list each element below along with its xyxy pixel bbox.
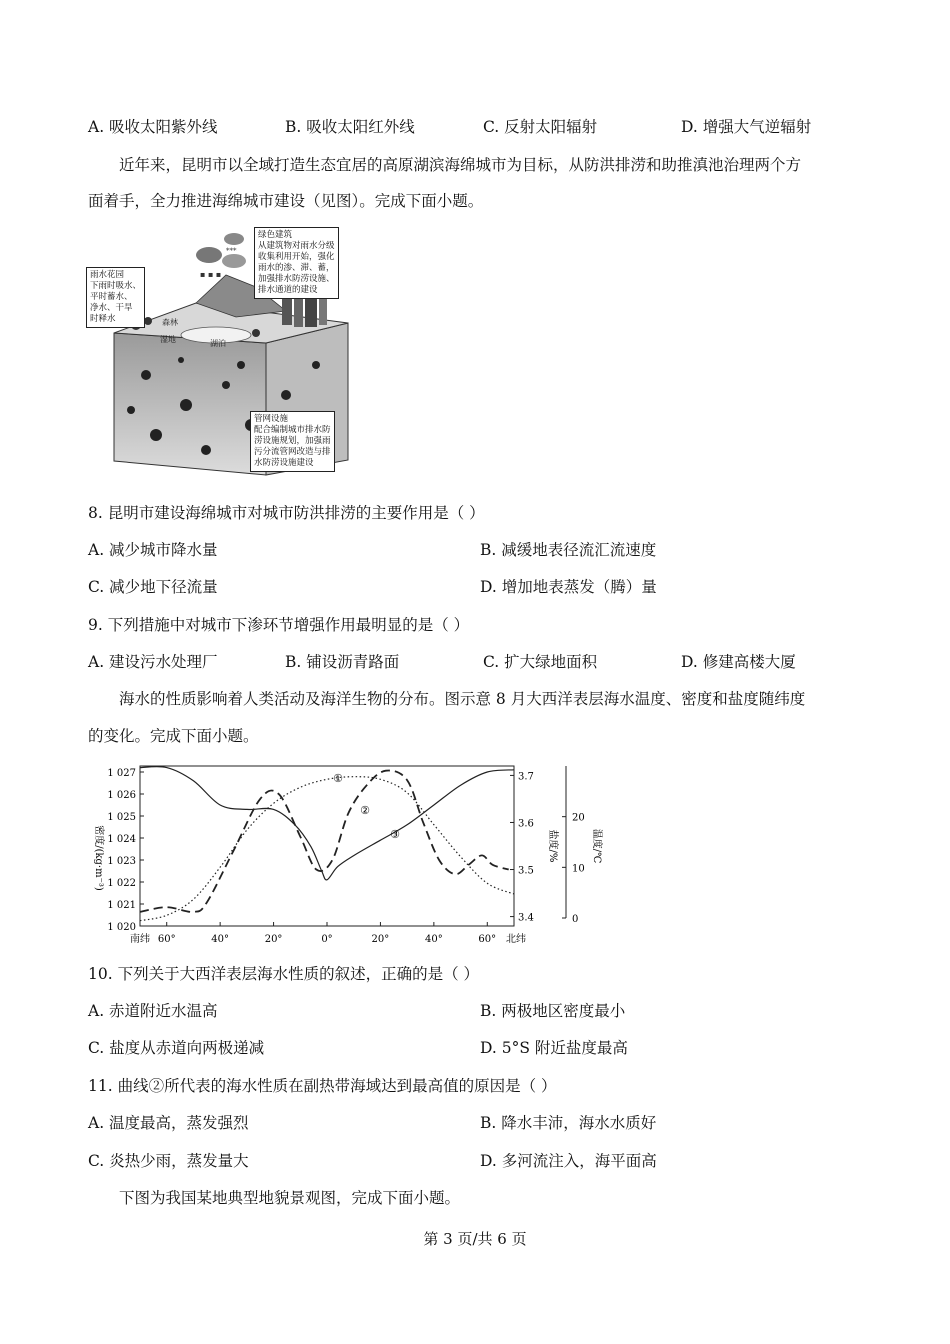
density-curve [140,767,514,880]
x-tick-label: 北纬 [506,934,526,945]
density-tick-label: 1 024 [107,834,136,845]
svg-text:▪ ▪ ▪: ▪ ▪ ▪ [200,270,222,279]
q10-option-c: C. 盐度从赤道向两极递减 [88,1039,265,1057]
salinity-tick-label: 3.4 [518,912,534,924]
temperature-tick-label: 10 [572,863,585,875]
rain-garden-box: 雨水花园 下雨时吸水、 平时蓄水、 净水、干旱 时释水 [86,267,145,328]
density-axis-label: 密度/(kg·m⁻³) [93,825,104,891]
x-tick-label: 60° [157,934,176,945]
label-lake: 湖泊 [210,339,226,348]
q8-stem: 8. 昆明市建设海绵城市对城市防洪排涝的主要作用是（ ） [88,504,485,522]
q10-option-b: B. 两极地区密度最小 [480,1002,626,1020]
curve-label-3: ③ [390,828,400,841]
density-tick-label: 1 020 [107,922,136,933]
temperature-axis-label: 温度/℃ [591,828,602,864]
x-tick-label: 40° [211,934,230,945]
pipe-network-box: 管网设施 配合编制城市排水防 涝设施规划，加强雨 污分流管网改造与排 水防涝设施建设 [250,411,335,472]
green-building-box: 绿色建筑 从建筑物对雨水分级 收集利用开始，强化 雨水的渗、滞、蓄， 加强排水防涝设施、 排水通道的建设 [254,227,339,299]
plot-frame [140,766,514,926]
q10-stem: 10. 下列关于大西洋表层海水性质的叙述，正确的是（ ） [88,965,480,983]
q10-option-a: A. 赤道附近水温高 [88,1002,218,1020]
curve-label-2: ② [360,804,370,817]
sponge-city-figure [86,225,358,483]
q11-option-b: B. 降水丰沛，海水水质好 [480,1114,657,1132]
q8-option-a: A. 减少城市降水量 [88,541,218,559]
ocean-properties-chart [88,758,608,950]
intro-sponge-line2: 面着手，全力推进海绵城市建设（见图）。完成下面小题。 [88,192,484,210]
chart-svg [88,758,608,950]
salinity-curve [140,771,509,912]
q9-option-a: A. 建设污水处理厂 [88,653,218,671]
temperature-curve [140,777,514,921]
intro-ocean-line1: 海水的性质影响着人类活动及海洋生物的分布。图示意 8 月大西洋表层海水温度、密度和盐度随纬度 [119,690,806,708]
intro-sponge-line1: 近年来，昆明市以全域打造生态宜居的高原湖滨海绵城市为目标，从防洪排涝和助推滇池治理两个方 [119,156,802,174]
q11-option-c: C. 炎热少雨，蒸发量大 [88,1152,249,1170]
x-tick-label: 20° [371,934,390,945]
svg-text:***: *** [226,247,237,255]
density-tick-label: 1 025 [107,812,136,823]
density-tick-label: 1 021 [107,900,136,911]
density-tick-label: 1 023 [107,856,136,867]
temperature-tick-label: 0 [572,914,579,925]
q7-option-a: A. 吸收太阳紫外线 [88,118,218,136]
q10-option-d: D. 5°S 附近盐度最高 [480,1039,628,1057]
q11-option-a: A. 温度最高，蒸发强烈 [88,1114,249,1132]
x-tick-label: 南纬 [130,934,150,945]
x-tick-label: 20° [264,934,283,945]
label-forest: 森林 [162,318,178,327]
q7-option-c: C. 反射太阳辐射 [483,118,598,136]
q7-option-b: B. 吸收太阳红外线 [285,118,415,136]
x-tick-label: 60° [478,934,497,945]
intro-ocean-line2: 的变化。完成下面小题。 [88,727,259,745]
q9-option-c: C. 扩大绿地面积 [483,653,598,671]
q8-option-d: D. 增加地表蒸发（腾）量 [480,578,657,596]
salinity-tick-label: 3.5 [518,865,534,877]
q8-option-b: B. 减缓地表径流汇流速度 [480,541,657,559]
q9-option-b: B. 铺设沥青路面 [285,653,400,671]
label-wetland: 湿地 [160,335,176,344]
temperature-tick-label: 20 [572,812,585,824]
q9-option-d: D. 修建高楼大厦 [681,653,796,671]
page-footer: 第 3 页/共 6 页 [423,1230,527,1248]
q11-stem: 11. 曲线②所代表的海水性质在副热带海域达到最高值的原因是（ ） [88,1077,557,1095]
density-tick-label: 1 026 [107,790,136,801]
q11-option-d: D. 多河流注入，海平面高 [480,1152,657,1170]
q7-option-d: D. 增强大气逆辐射 [681,118,812,136]
density-tick-label: 1 027 [107,768,136,779]
x-tick-label: 0° [321,934,333,945]
salinity-tick-label: 3.7 [518,771,534,783]
q9-stem: 9. 下列措施中对城市下渗环节增强作用最明显的是（ ） [88,616,470,634]
salinity-tick-label: 3.6 [518,818,534,830]
curve-label-1: ① [333,772,343,785]
x-tick-label: 40° [424,934,443,945]
q8-option-c: C. 减少地下径流量 [88,578,218,596]
density-tick-label: 1 022 [107,878,136,889]
salinity-axis-label: 盐度/% [547,829,558,863]
intro-next: 下图为我国某地典型地貌景观图，完成下面小题。 [119,1189,461,1207]
